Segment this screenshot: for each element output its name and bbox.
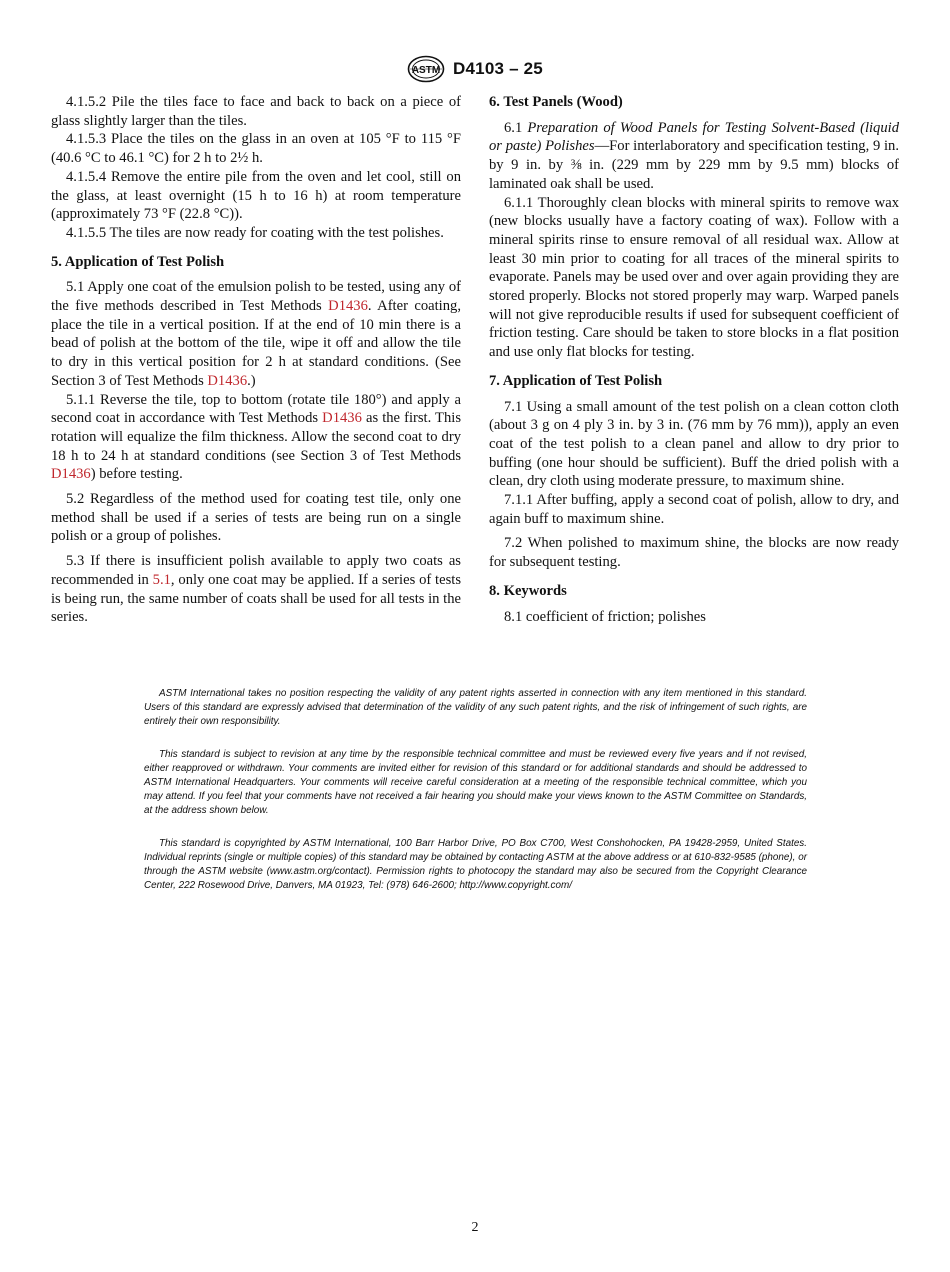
paragraph-6-1 — [489, 119, 899, 194]
section-5-heading: 5. Application of Test Polish — [51, 253, 225, 270]
paragraph-8-1: 8.1 coefficient of friction; polishes — [504, 608, 706, 625]
footer-copyright-notice: This standard is copyrighted by ASTM International, 100 Barr Harbor Drive, PO Box C700, West Conshohocken, PA 19428-2959, United States. Individual reprints (single or multiple copies) of this standard may be obtained by contacting ASTM at the above address or at 610-832-9585 (phone), or through the ASTM website (www.astm.org/contact). Permission rights to photocopy the standard may also be secured from the Copyright Clearance Center, 222 Rosewood Drive, Danvers, MA 01923, Tel: (978) 646-2600; http://www.copyright.com/ — [144, 838, 807, 892]
page-number: 2 — [471, 1220, 479, 1235]
left-column — [51, 93, 461, 627]
section-6-heading: 6. Test Panels (Wood) — [489, 94, 623, 110]
link-d1436[interactable]: D1436 — [322, 410, 362, 427]
link-d1436[interactable]: D1436 — [207, 372, 248, 389]
link-section-5-1[interactable]: 5.1 — [152, 571, 171, 588]
astm-logo-icon — [407, 55, 445, 83]
paragraph-5-1 — [51, 278, 461, 390]
link-d1436[interactable]: D1436 — [328, 298, 368, 315]
footer-revision-notice: This standard is subject to revision at any time by the responsible technical committee and must be reviewed every five years and if not revised, either reapproved or withdrawn. Your comments are invited either for revision of this standard or for additional standards and should be addressed to ASTM International Headquarters. Your comments will receive careful consideration at a meeting of the responsible technical committee, which you may attend. If you feel that your comments have not received a fair hearing you should make your views known to the ASTM Committee on Standards, at the address shown below. — [144, 749, 807, 817]
document-id: D4103 – 25 — [453, 59, 543, 78]
link-d1436[interactable]: D1436 — [51, 466, 91, 483]
paragraph-7-1-1: 7.1.1 After buffing, apply a second coat of polish, allow to dry, and again buff to maximum shine. — [489, 492, 899, 527]
footer-patent-notice: ASTM International takes no position respecting the validity of any patent rights asserted in connection with any item mentioned in this standard. Users of this standard are expressly advised that determination of the validity of any such patent rights, and the risk of infringement of such rights, are entirely their own responsibility. — [144, 688, 807, 728]
logo-text: ASTM — [411, 65, 441, 76]
paragraph-4-1-5-2: 4.1.5.2 Pile the tiles face to face and back to back on a piece of glass slightly larger than the tiles. — [51, 94, 461, 129]
paragraph-7-1: 7.1 Using a small amount of the test polish on a clean cotton cloth (about 3 g on 4 ply 3 in. by 3 in. (76 mm by 76 mm)), apply an even coat of the test polish to a clean panel and allow to dry prior to buffing (one hour should be sufficient). Buff the dried polish with a clean, dry cloth using moderate pressure, to maximum shine. — [489, 398, 899, 490]
paragraph-5-3-part-b: , only one coat may be applied. If a series of tests is being run, the same number of coats shall be used for all tests in the series. — [51, 571, 461, 626]
paragraph-5-2: 5.2 Regardless of the method used for coating test tile, only one method shall be used if a series of tests are being run on a single polish or a group of polishes. — [51, 491, 461, 545]
paragraph-4-1-5-3: 4.1.5.3 Place the tiles on the glass in an oven at 105 °F to 115 °F (40.6 °C to 46.1 °C) for 2 h to 2½ h. — [51, 131, 461, 167]
paragraph-6-1-1: 6.1.1 Thoroughly clean blocks with mineral spirits to remove wax (new blocks usually have a factory coating of wax). Follow with a mineral spirits rinse to ensure removal of all residual wax. Allow at least 30 min prior to coating for all traces of the mineral spirits to evaporate. Panels may be used over and over again providing they are stored properly. Blocks not stored properly may warp. Warped panels will not give reproducible results if used for subsequent coefficient of friction testing. Care should be taken to store blocks in a flat position and use only flat blocks for testing. — [489, 194, 899, 361]
page-header — [0, 52, 950, 86]
paragraph-6-1-number: 6.1 — [504, 119, 528, 136]
paragraph-5-3-part-a: 5.3 If there is insufficient polish available to apply two coats as recommended in — [51, 553, 461, 588]
paragraph-4-1-5-5: 4.1.5.5 The tiles are now ready for coating with the test polishes. — [66, 224, 444, 241]
paragraph-5-1-part-a: 5.1 Apply one coat of the emulsion polish to be tested, using any of the five methods described in Test Methods — [51, 279, 461, 315]
paragraph-5-1-1-part-c: ) before testing. — [90, 466, 183, 483]
paragraph-5-1-part-c: .) — [247, 372, 256, 389]
paragraph-4-1-5-4: 4.1.5.4 Remove the entire pile from the oven and let cool, still on the glass, at least overnight (15 h to 16 h) at room temperature (approximately 73 °F (22.8 °C)). — [51, 168, 461, 223]
paragraph-7-2: 7.2 When polished to maximum shine, the blocks are now ready for subsequent testing. — [489, 535, 899, 571]
section-7-heading: 7. Application of Test Polish — [489, 372, 663, 389]
paragraph-5-1-1-part-a: 5.1.1 Reverse the tile, top to bottom (rotate tile 180°) and apply a second coat in accordance with Test Methods — [51, 391, 461, 427]
paragraph-5-3 — [51, 552, 461, 627]
paragraph-6-1-text: —For interlaboratory and specification testing, 9 in. by 9 in. by ⅜ in. (229 mm by 229 mm by 9.5 mm) blocks of laminated oak shall be used. — [489, 138, 899, 192]
paragraph-5-1-part-b: . After coating, place the tile in a vertical position. If at the end of 10 min there is a bead of polish at the bottom of the tile, wipe it off and allow the tile to dry in this vertical position for 2 h at standard conditions. (See Section 3 of Test Methods — [51, 298, 461, 389]
paragraph-5-1-1-part-b: as the first. This rotation will equalize the film thickness. Allow the second coat to dry 18 h to 24 h at standard conditions (see Section 3 of Test Methods — [51, 410, 461, 464]
paragraph-5-1-1 — [51, 391, 461, 485]
right-column — [489, 93, 899, 626]
section-8-heading: 8. Keywords — [489, 582, 567, 599]
paragraph-6-1-title: Preparation of Wood Panels for Testing Solvent-Based (liquid or paste) Polishes — [489, 119, 900, 155]
